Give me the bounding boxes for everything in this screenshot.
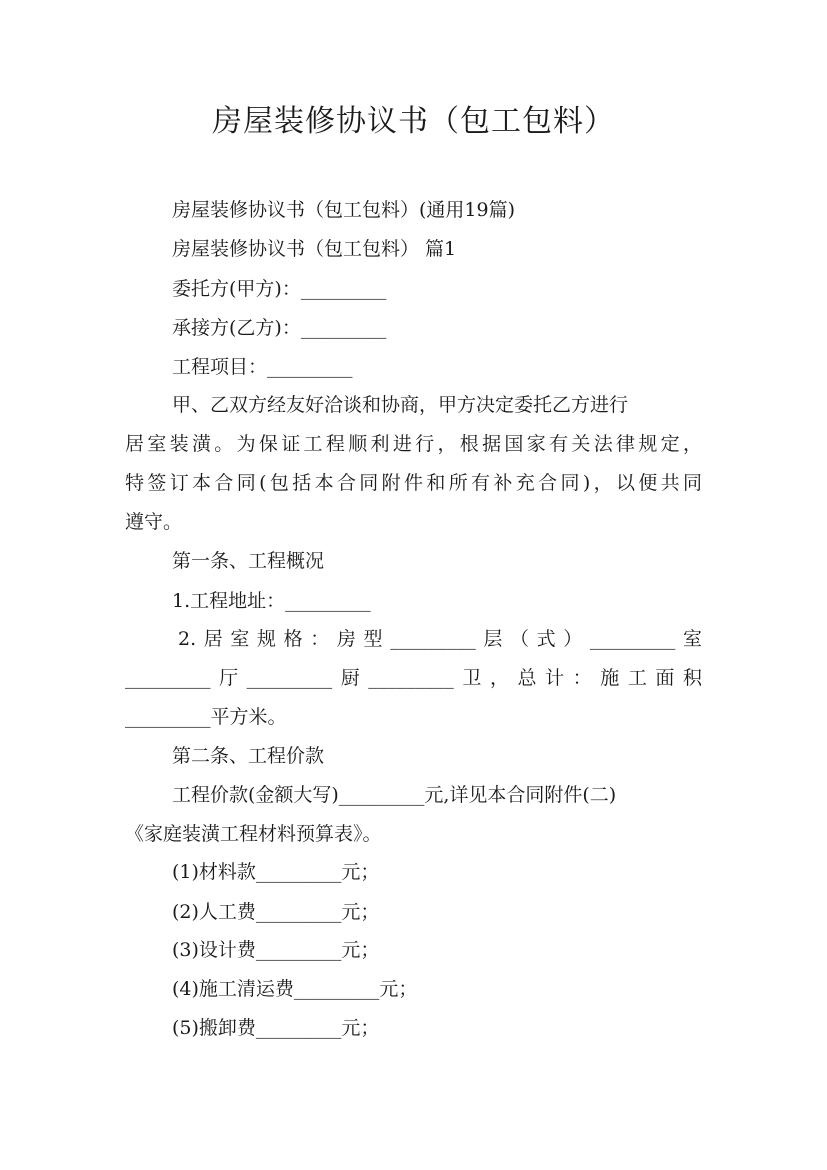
paragraph-line: 居室装潢。为保证工程顺利进行，根据国家有关法律规定，	[125, 433, 702, 455]
cost-item: (3)设计费_________元；	[172, 939, 380, 961]
paragraph-line: 特签订本合同(包括本合同附件和所有补充合同)，以便共同	[125, 472, 702, 494]
room-spec-line: 2.居室规格：房型_________层（式）_________室	[178, 628, 702, 650]
cost-item: (4)施工清运费_________元；	[172, 978, 418, 1000]
party-a-line: 委托方(甲方)：_________	[172, 278, 387, 300]
paragraph-line: 甲、乙双方经友好洽谈和协商，甲方决定委托乙方进行	[172, 394, 629, 416]
document-title: 房屋装修协议书（包工包料）	[212, 104, 615, 139]
room-spec-line: _________厅_________厨_________卫，总计：施工面积	[125, 667, 702, 689]
party-b-line: 承接方(乙方)：_________	[172, 317, 387, 339]
cost-item: (5)搬卸费_________元；	[172, 1017, 380, 1039]
project-line: 工程项目：_________	[172, 356, 353, 378]
room-spec-line: _________平方米。	[125, 706, 287, 728]
subtitle-line: 房屋装修协议书（包工包料）(通用19篇)	[172, 199, 516, 221]
section-heading-line: 房屋装修协议书（包工包料） 篇1	[172, 238, 457, 260]
price-line: 《家庭装潢工程材料预算表》。	[125, 823, 382, 845]
paragraph-line: 遵守。	[125, 511, 183, 533]
address-line: 1.工程地址：_________	[172, 590, 371, 612]
article-heading: 第一条、工程概况	[172, 550, 325, 572]
article-heading: 第二条、工程价款	[172, 745, 325, 767]
cost-item: (1)材料款_________元；	[172, 861, 380, 883]
price-line: 工程价款(金额大写)_________元,详见本合同附件(二)	[172, 784, 617, 806]
cost-item: (2)人工费_________元；	[172, 901, 380, 923]
